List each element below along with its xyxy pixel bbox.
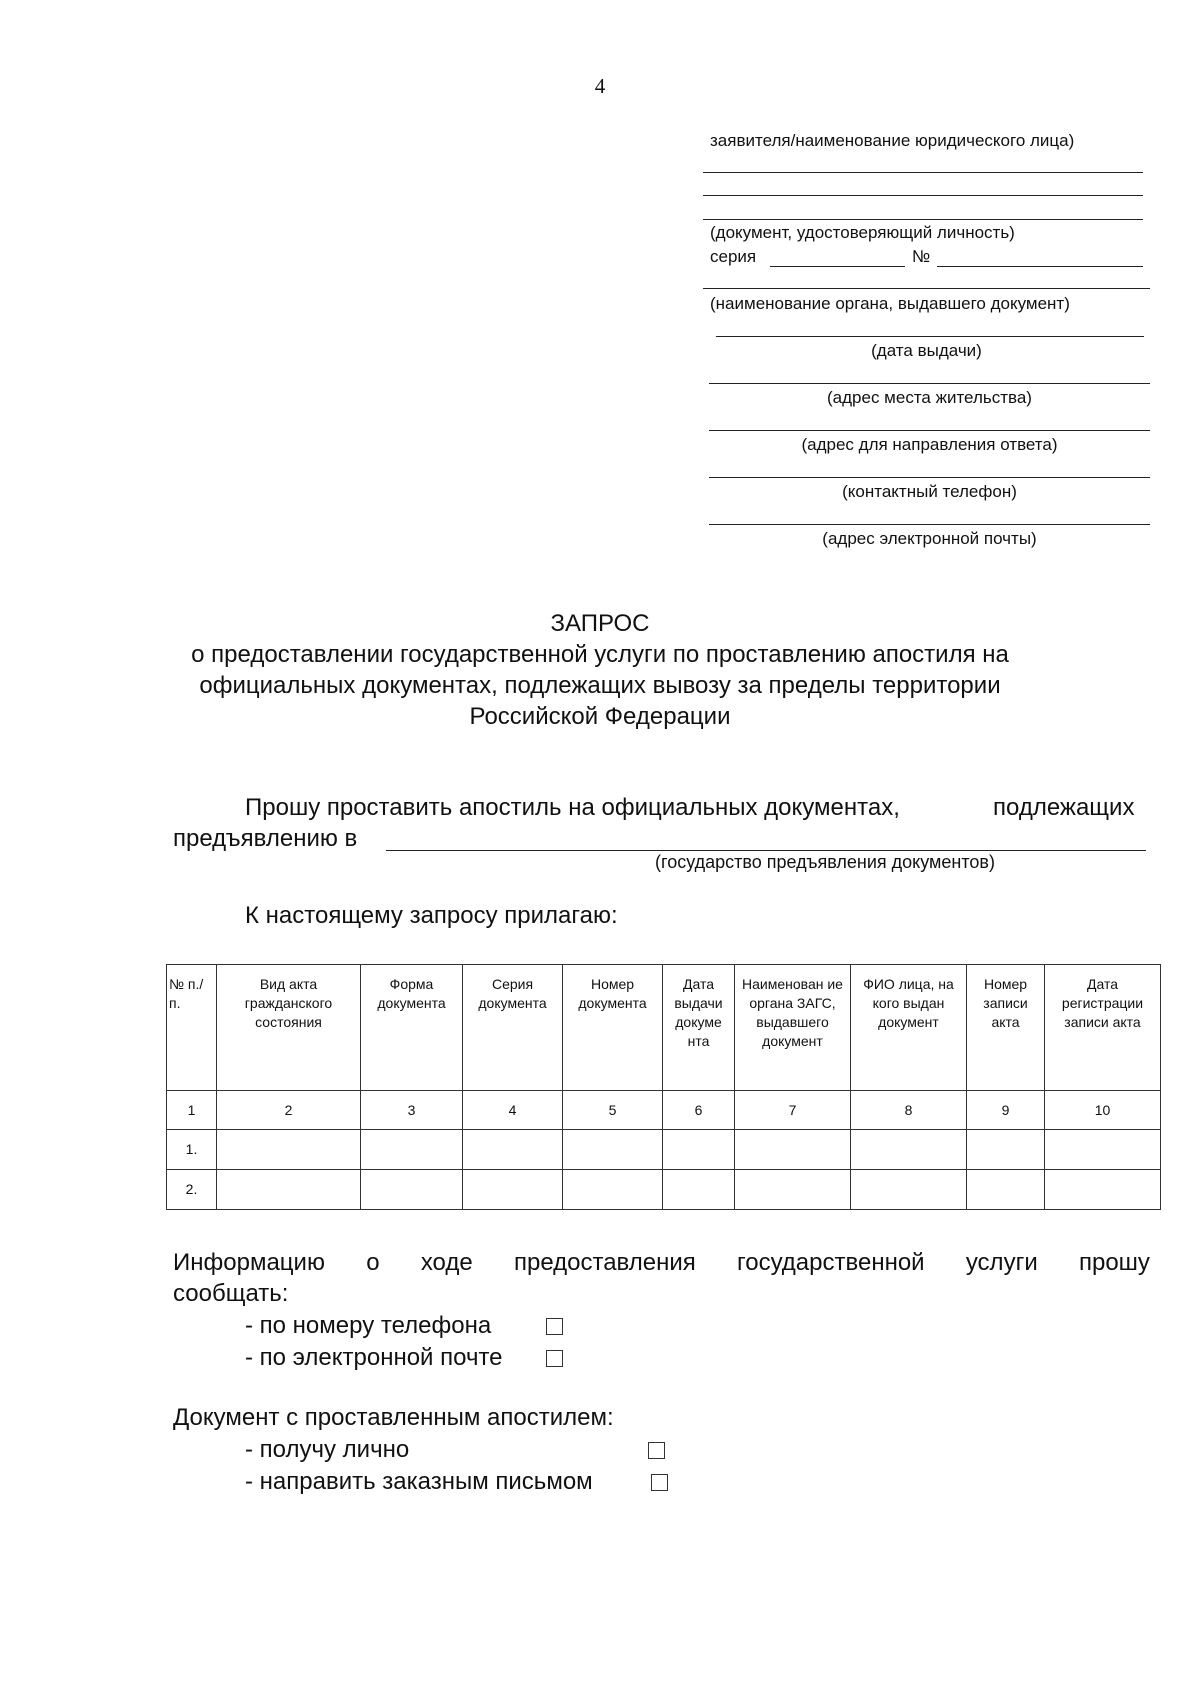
column-number: 6	[663, 1091, 735, 1130]
id-doc-caption: (документ, удостоверяющий личность)	[710, 223, 1015, 242]
table-header: № п./п.	[167, 965, 217, 1091]
request-text-line1: Прошу проставить апостиль на официальных документах,	[245, 794, 900, 821]
column-number: 9	[967, 1091, 1045, 1130]
option-mail-checkbox[interactable]	[651, 1474, 668, 1491]
issuer-field[interactable]	[703, 288, 1150, 289]
column-number: 2	[217, 1091, 361, 1130]
residence-caption: (адрес места жительства)	[827, 388, 1032, 407]
table-header: Номер документа	[563, 965, 663, 1091]
delivery-heading: Документ с проставленным апостилем:	[173, 1404, 614, 1431]
documents-table	[166, 964, 1161, 1210]
table-row	[167, 1130, 1161, 1170]
table-cell[interactable]	[851, 1130, 967, 1170]
info-word: ходе	[420, 1249, 473, 1276]
issue-date-caption: (дата выдачи)	[871, 341, 982, 360]
table-cell[interactable]	[851, 1170, 967, 1210]
document-title: ЗАПРОС	[550, 610, 650, 637]
column-number: 10	[1045, 1091, 1161, 1130]
option-phone-label: - по номеру телефона	[245, 1312, 492, 1339]
issue-date-field[interactable]	[716, 336, 1144, 337]
applicant-name-line-2[interactable]	[703, 195, 1143, 196]
table-cell[interactable]	[735, 1170, 851, 1210]
table-header: Номер записи акта	[967, 965, 1045, 1091]
phone-field[interactable]	[709, 477, 1150, 478]
info-word: прошу	[1078, 1249, 1150, 1276]
column-number: 8	[851, 1091, 967, 1130]
table-cell[interactable]	[563, 1130, 663, 1170]
column-number: 7	[735, 1091, 851, 1130]
table-row	[167, 1170, 1161, 1210]
table-header: Форма документа	[361, 965, 463, 1091]
table-cell[interactable]	[217, 1170, 361, 1210]
info-word: государственной	[737, 1249, 925, 1276]
title-line-1: о предоставлении государственной услуги по проставлению апостиля на	[191, 641, 1009, 668]
attach-label: К настоящему запросу прилагаю:	[245, 902, 618, 929]
column-number: 3	[361, 1091, 463, 1130]
table-header: Дата регистрации записи акта	[1045, 965, 1161, 1091]
applicant-name-caption: заявителя/наименование юридического лица)	[710, 131, 1075, 150]
title-line-3: Российской Федерации	[469, 703, 731, 730]
info-word: о	[366, 1249, 380, 1276]
table-cell[interactable]	[217, 1130, 361, 1170]
table-header: Серия документа	[463, 965, 563, 1091]
table-cell[interactable]	[1045, 1130, 1161, 1170]
table-cell[interactable]	[361, 1130, 463, 1170]
table-cell[interactable]	[663, 1130, 735, 1170]
column-number: 5	[563, 1091, 663, 1130]
table-cell[interactable]	[663, 1170, 735, 1210]
info-word: предоставления	[513, 1249, 696, 1276]
row-number: 2.	[167, 1170, 217, 1210]
option-phone-checkbox[interactable]	[546, 1318, 563, 1335]
series-field[interactable]	[770, 266, 905, 267]
table-cell[interactable]	[967, 1170, 1045, 1210]
series-label: серия	[710, 247, 757, 266]
email-caption: (адрес электронной почты)	[822, 529, 1037, 548]
country-caption: (государство предъявления документов)	[655, 852, 995, 872]
column-number-row	[167, 1091, 1161, 1130]
info-word: Информацию	[173, 1249, 325, 1276]
info-text-line1	[173, 1247, 1150, 1278]
column-number: 4	[463, 1091, 563, 1130]
applicant-name-line-3[interactable]	[703, 219, 1143, 220]
table-header: ФИО лица, на кого выдан документ	[851, 965, 967, 1091]
option-email-label: - по электронной почте	[245, 1344, 503, 1371]
option-in-person-label: - получу лично	[245, 1436, 410, 1463]
table-header-row	[167, 965, 1161, 1091]
issuer-caption: (наименование органа, выдавшего документ)	[710, 294, 1070, 313]
reply-address-caption: (адрес для направления ответа)	[801, 435, 1058, 454]
option-in-person-checkbox[interactable]	[648, 1442, 665, 1459]
request-text-line2: предъявлению в	[173, 825, 358, 852]
table-header: Вид акта гражданского состояния	[217, 965, 361, 1091]
residence-field[interactable]	[709, 383, 1150, 384]
table-header: Наименован ие органа ЗАГС, выдавшего документ	[735, 965, 851, 1091]
column-number: 1	[167, 1091, 217, 1130]
country-field[interactable]	[386, 850, 1146, 851]
request-text-line1-right: подлежащих	[993, 794, 1135, 821]
email-field[interactable]	[709, 524, 1150, 525]
phone-caption: (контактный телефон)	[842, 482, 1017, 501]
option-email-checkbox[interactable]	[546, 1350, 563, 1367]
option-mail-label: - направить заказным письмом	[245, 1468, 593, 1495]
info-text-line2: сообщать:	[173, 1280, 289, 1307]
table-cell[interactable]	[1045, 1170, 1161, 1210]
table-cell[interactable]	[463, 1170, 563, 1210]
table-cell[interactable]	[967, 1130, 1045, 1170]
title-line-2: официальных документах, подлежащих вывозу за пределы территории	[199, 672, 1001, 699]
table-cell[interactable]	[563, 1170, 663, 1210]
number-label: №	[912, 247, 931, 266]
table-header: Дата выдачи докуме нта	[663, 965, 735, 1091]
row-number: 1.	[167, 1130, 217, 1170]
applicant-name-line[interactable]	[703, 172, 1143, 173]
info-word: услуги	[965, 1249, 1038, 1276]
number-field[interactable]	[937, 266, 1143, 267]
table-cell[interactable]	[361, 1170, 463, 1210]
page-number: 4	[594, 74, 606, 98]
table-cell[interactable]	[735, 1130, 851, 1170]
table-cell[interactable]	[463, 1130, 563, 1170]
reply-address-field[interactable]	[709, 430, 1150, 431]
